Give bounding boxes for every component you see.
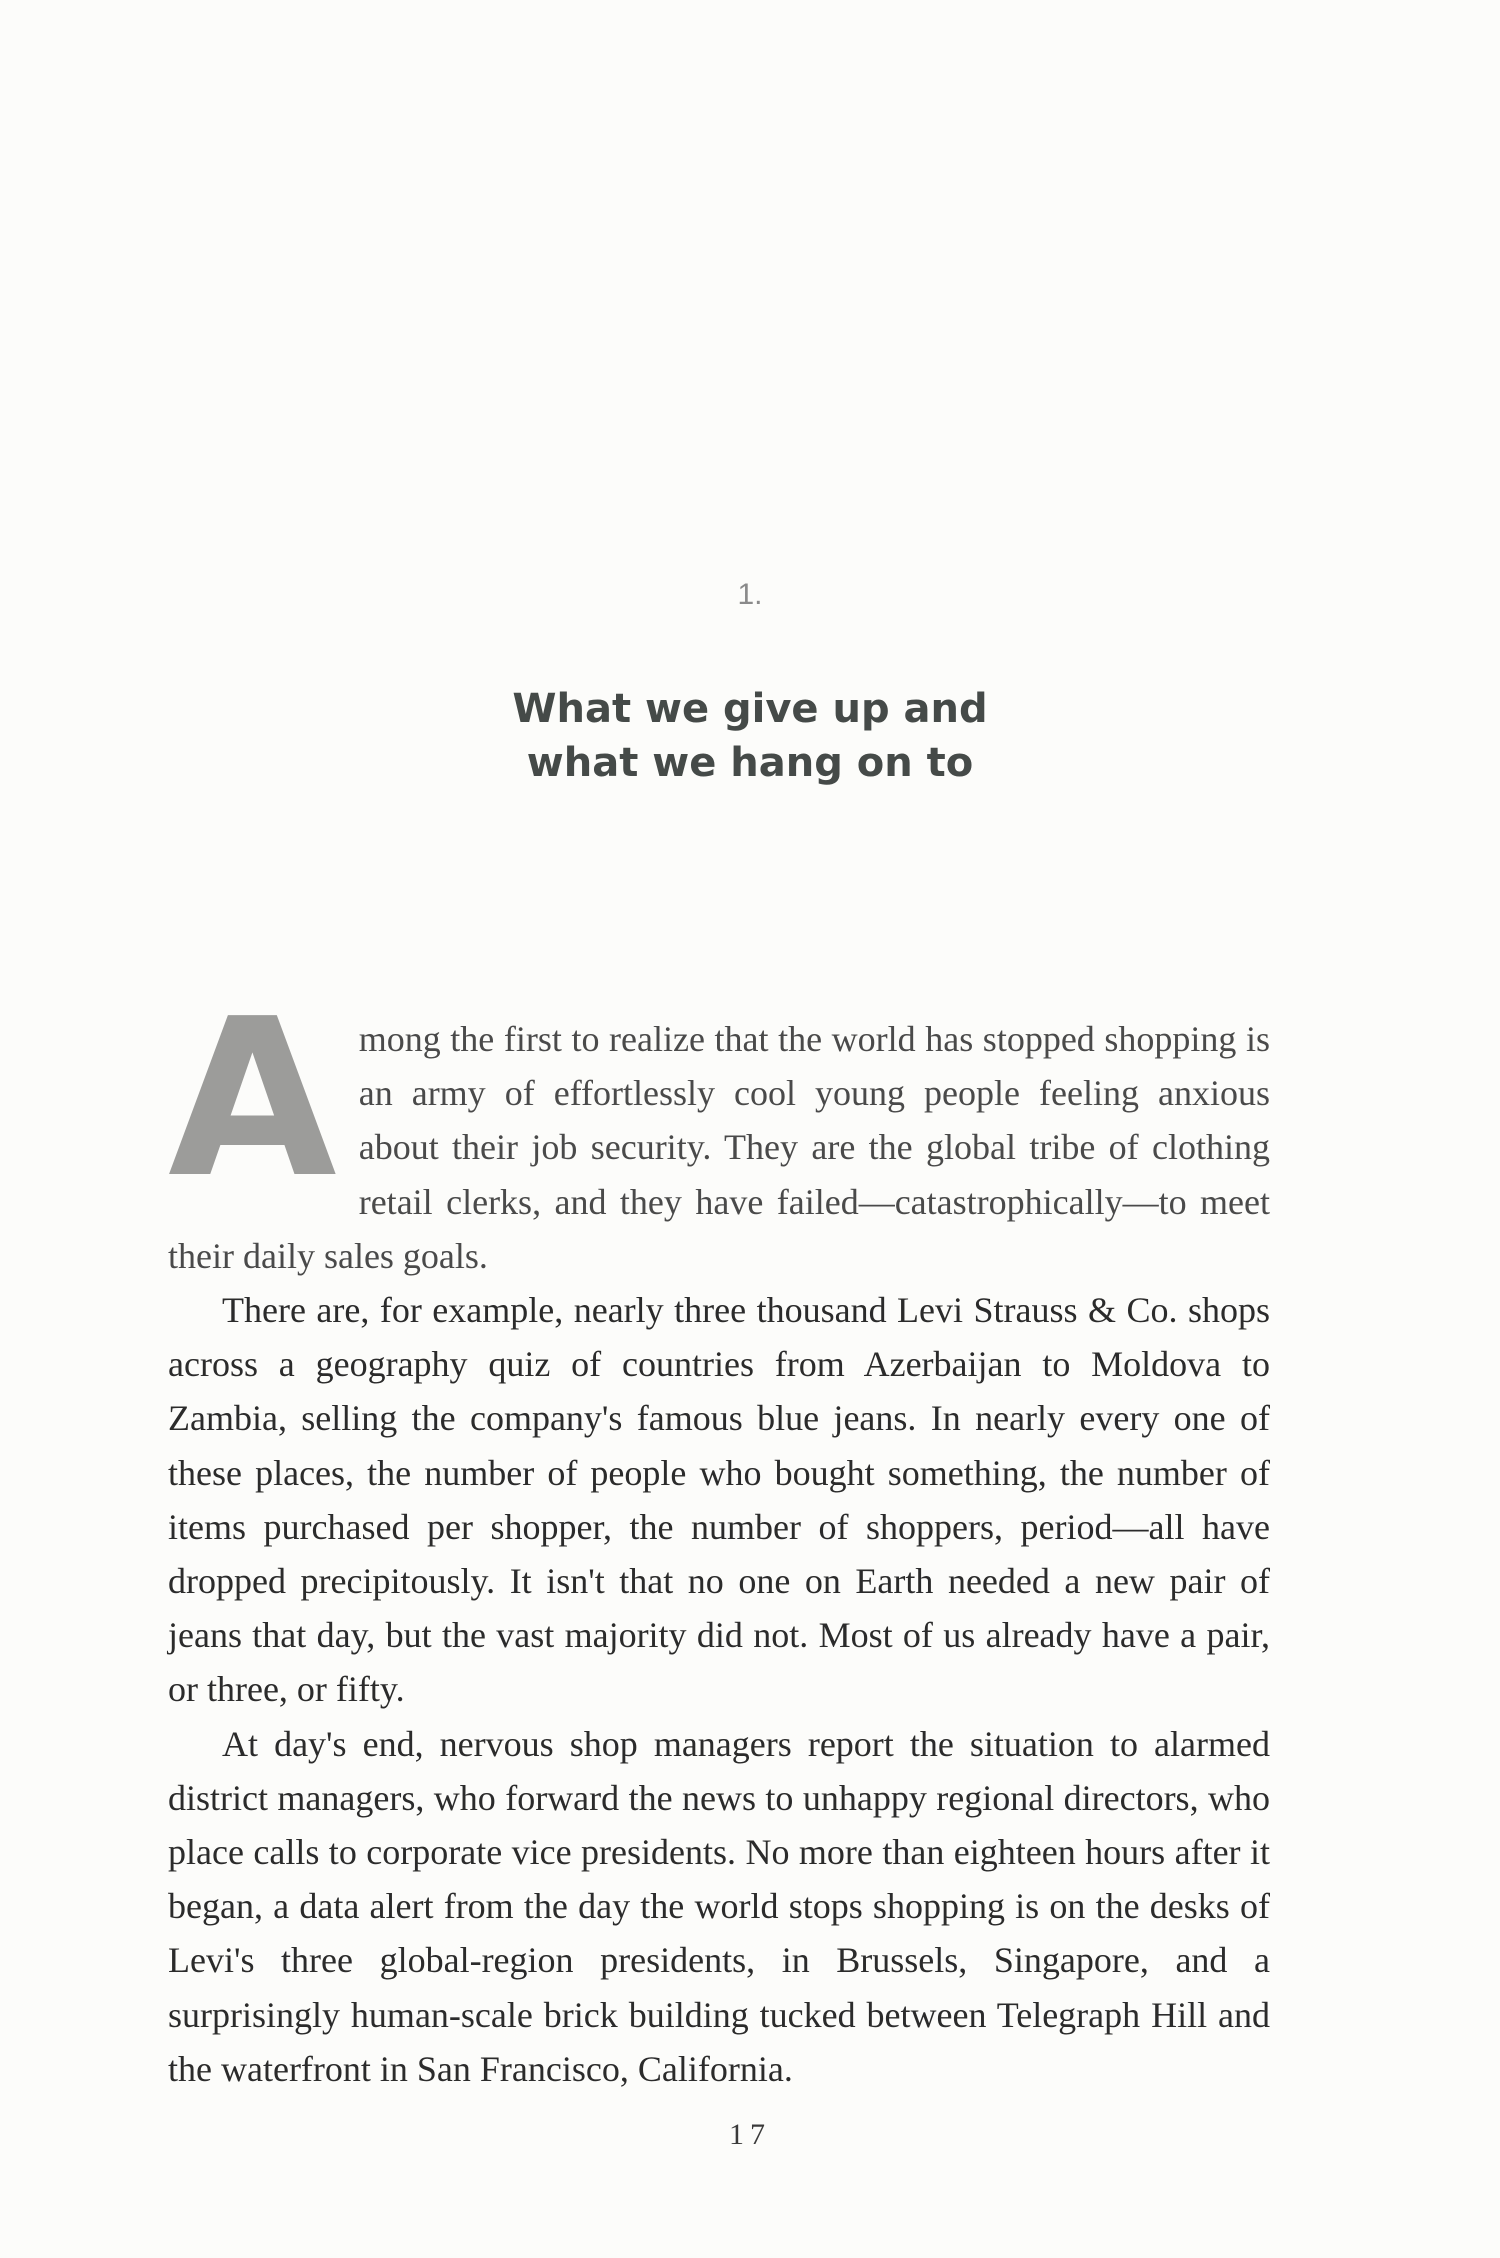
chapter-number: 1. <box>737 578 763 611</box>
page-number: 17 <box>729 2118 771 2151</box>
chapter-title-line-1: What we give up and <box>512 686 988 732</box>
chapter-title-line-2: what we hang on to <box>526 740 974 786</box>
paragraph-1-text: mong the first to realize that the world has stopped shopping is an army of effortlessly cool young people feeling anxious about their job security. They are the global tribe of clothing retail clerks, and they have failed—catastrophically—to meet their daily sales goals. <box>168 1019 1270 1276</box>
chapter-title <box>0 682 1500 790</box>
drop-cap: A <box>168 973 337 1226</box>
body-text <box>168 973 1270 2096</box>
paragraph-1 <box>168 973 1270 1283</box>
paragraph-2: There are, for example, nearly three thousand Levi Strauss & Co. shops across a geography quiz of countries from Azerbaijan to Moldova to Zambia, selling the company's famous blue jeans. In nearly every one of these places, the number of people who bought something, the number of items purchased per shopper, the number of shoppers, period—all have dropped precipitously. It isn't that no one on Earth needed a new pair of jeans that day, but the vast majority did not. Most of us already have a pair, or three, or fifty. <box>168 1290 1270 1710</box>
paragraph-3: At day's end, nervous shop managers report the situation to alarmed district managers, who forward the news to unhappy regional directors, who place calls to corporate vice presidents. No more than eighteen hours after it began, a data alert from the day the world stops shopping is on the desks of Levi's three global-region presidents, in Brussels, Singapore, and a surprisingly human-scale brick building tucked between Telegraph Hill and the waterfront in San Francisco, California. <box>168 1723 1270 2089</box>
